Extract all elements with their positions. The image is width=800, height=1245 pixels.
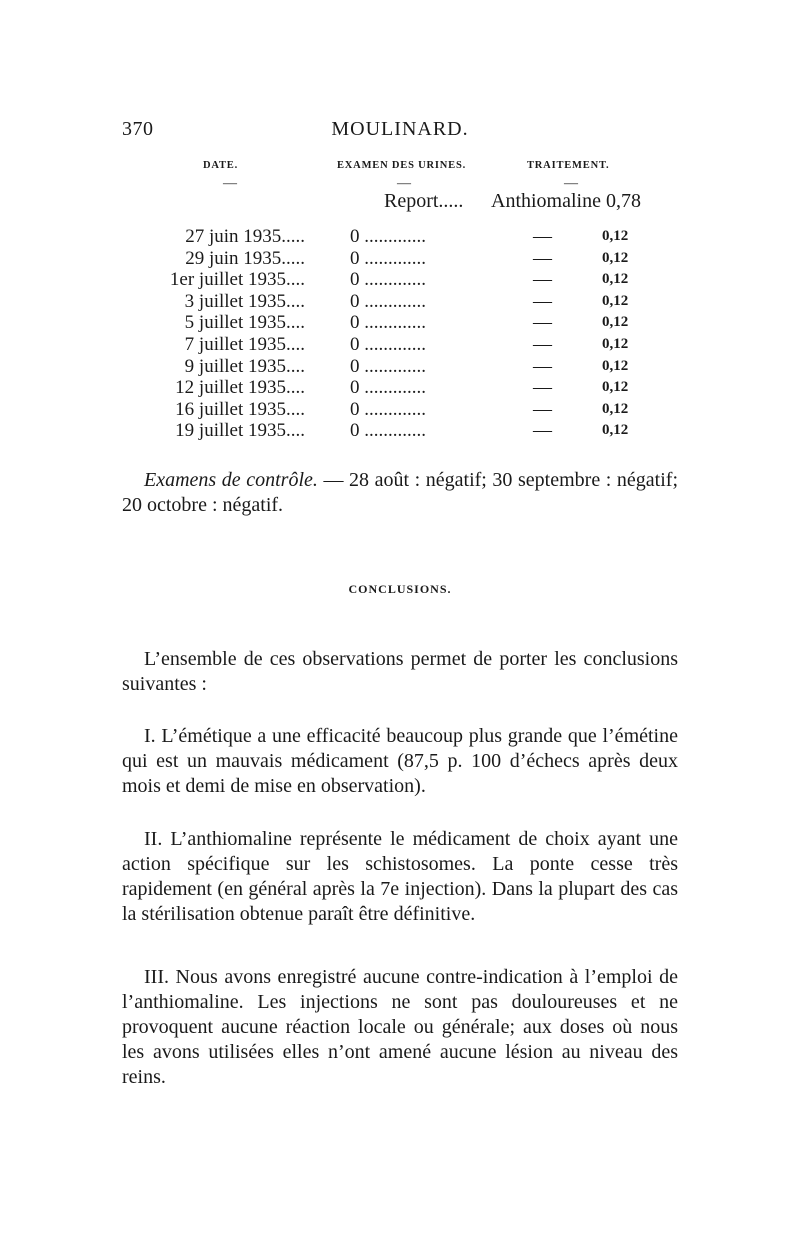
page-number: 370: [122, 118, 154, 140]
row-treatment: —: [533, 333, 552, 355]
row-dose: 0,12: [602, 400, 629, 417]
row-date: 1er juillet 1935....: [169, 269, 305, 291]
row-treatment: —: [533, 226, 552, 247]
report-label: Report.....: [384, 190, 464, 212]
row-dose: 0,12: [602, 314, 629, 331]
row-exam: 0 .............: [350, 420, 426, 442]
column-rule-treatment: —: [564, 176, 578, 191]
table-row: [150, 312, 650, 334]
report-value: 0,78: [606, 190, 641, 212]
conclusion-item-3: III. Nous avons enregistré aucune contre-indication à l’emploi de l’anthiomaline. Les injections ne sont pas douloureuses et ne provoquent aucune réaction locale ou générale; aux doses où nous les avons utilisées elles n’ont amené aucune lésion au niveau des reins.: [122, 966, 678, 1088]
column-header-date: DATE.: [203, 160, 239, 171]
row-treatment: —: [533, 290, 552, 312]
column-rule-date: —: [223, 176, 237, 191]
row-treatment: —: [533, 312, 552, 334]
conclusions-heading: CONCLUSIONS.: [348, 582, 452, 596]
row-treatment: —: [533, 355, 552, 377]
report-drug: Anthiomaline: [491, 190, 601, 212]
conclusion-item-2: II. L’anthiomaline représente le médicament de choix ayant une action spécifique sur les schistosomes. La ponte cesse très rapidement (en général après la 7e injection). Dans la plupart des cas la stérilisation obtenue paraît être définitive.: [122, 828, 678, 925]
row-exam: 0 .............: [350, 333, 426, 355]
row-date: 7 juillet 1935....: [184, 333, 305, 355]
row-dose: 0,12: [602, 379, 629, 396]
row-date: 3 juillet 1935....: [184, 290, 305, 312]
treatment-table: [150, 226, 650, 442]
row-treatment: —: [533, 247, 552, 269]
table-row: [150, 420, 650, 442]
row-treatment: —: [533, 377, 552, 399]
row-dose: 0,12: [602, 335, 629, 352]
row-date: 29 juin 1935.....: [185, 247, 305, 269]
row-treatment: —: [533, 398, 552, 420]
column-header-treatment: TRAITEMENT.: [527, 160, 610, 171]
table-row: [150, 399, 650, 421]
row-dose: 0,12: [602, 228, 629, 244]
row-dose: 0,12: [602, 357, 629, 374]
table-row: [150, 226, 650, 248]
control-exams-label: Examens de contrôle.: [144, 469, 318, 491]
running-title: MOULINARD.: [331, 118, 469, 140]
row-exam: 0 .............: [350, 377, 426, 399]
running-head: [122, 118, 678, 144]
row-exam: 0 .............: [350, 398, 426, 420]
table-row: [150, 356, 650, 378]
row-exam: 0 .............: [350, 355, 426, 377]
conclusions-intro: L’ensemble de ces observations permet de porter les conclusions suivantes :: [122, 648, 678, 695]
row-exam: 0 .............: [350, 290, 426, 312]
row-exam: 0 .............: [350, 247, 426, 269]
row-dose: 0,12: [602, 271, 629, 288]
row-treatment: —: [533, 420, 552, 442]
row-exam: 0 .............: [350, 226, 426, 247]
table-row: [150, 269, 650, 291]
row-date: 5 juillet 1935....: [184, 312, 305, 334]
table-row: [150, 291, 650, 313]
row-dose: 0,12: [602, 292, 629, 309]
row-exam: 0 .............: [350, 312, 426, 334]
control-exams-text: — 28 août : négatif; 30 septembre : négatif; 20 octobre : négatif.: [122, 469, 678, 516]
row-date: 12 juillet 1935....: [175, 377, 305, 399]
row-exam: 0 .............: [350, 269, 426, 291]
row-date: 19 juillet 1935....: [175, 420, 305, 442]
column-rule-exam: —: [397, 176, 411, 191]
column-header-exam: EXAMEN DES URINES.: [337, 160, 467, 171]
table-row: [150, 248, 650, 270]
row-date: 16 juillet 1935....: [175, 398, 305, 420]
row-date: 27 juin 1935.....: [185, 226, 305, 247]
row-dose: 0,12: [602, 249, 629, 266]
table-row: [150, 377, 650, 399]
row-treatment: —: [533, 269, 552, 291]
table-row: [150, 334, 650, 356]
row-date: 9 juillet 1935....: [184, 355, 305, 377]
row-dose: 0,12: [602, 422, 629, 439]
control-exams-paragraph: [122, 468, 678, 518]
conclusion-item-1: I. L’émétique a une efficacité beaucoup plus grande que l’émétine qui est un mauvais médicament (87,5 p. 100 d’échecs après deux mois et demi de mise en observation).: [122, 725, 678, 797]
